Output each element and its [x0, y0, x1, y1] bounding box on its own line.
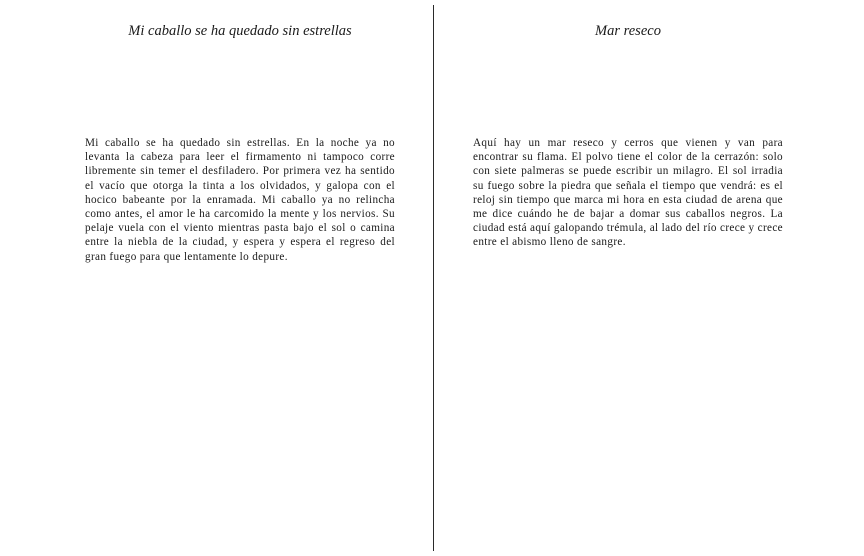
right-poem-body: Aquí hay un mar reseco y cerros que vienen y van para encontrar su flama. El polvo tiene el color de la cerrazón: solo con siete palmeras se puede escribir un milagro. El sol irradia su fuego sobre la piedra que señala el tiempo que vendrá: es el reloj sin tiempo que marca mi hora en esta ciudad de arena que me dice cuándo he de bajar a domar sus caballos negros. La ciudad está aquí galopando trémula, al lado del río crece y crece entre el abismo lleno de sangre. [473, 137, 783, 249]
right-page [434, 0, 864, 556]
right-poem-title: Mar reseco [595, 23, 661, 39]
left-poem-title: Mi caballo se ha quedado sin estrellas [128, 23, 352, 39]
left-poem-body: Mi caballo se ha quedado sin estrellas. En la noche ya no levanta la cabeza para leer el firmamento ni tampoco corre libremente sin temer el desfiladero. Por primera vez ha sentido el vacío que otorga la tinta a los olvidados, y galopa con el hocico babeante por la enramada. Mi caballo ya no relincha como antes, el amor le ha carcomido la mente y los nervios. Su pelaje vuela con el viento mientras pasta bajo el sol o camina entre la niebla de la ciudad, y espera y espera el regreso del gran fuego para que lentamente lo depure. [85, 137, 395, 263]
